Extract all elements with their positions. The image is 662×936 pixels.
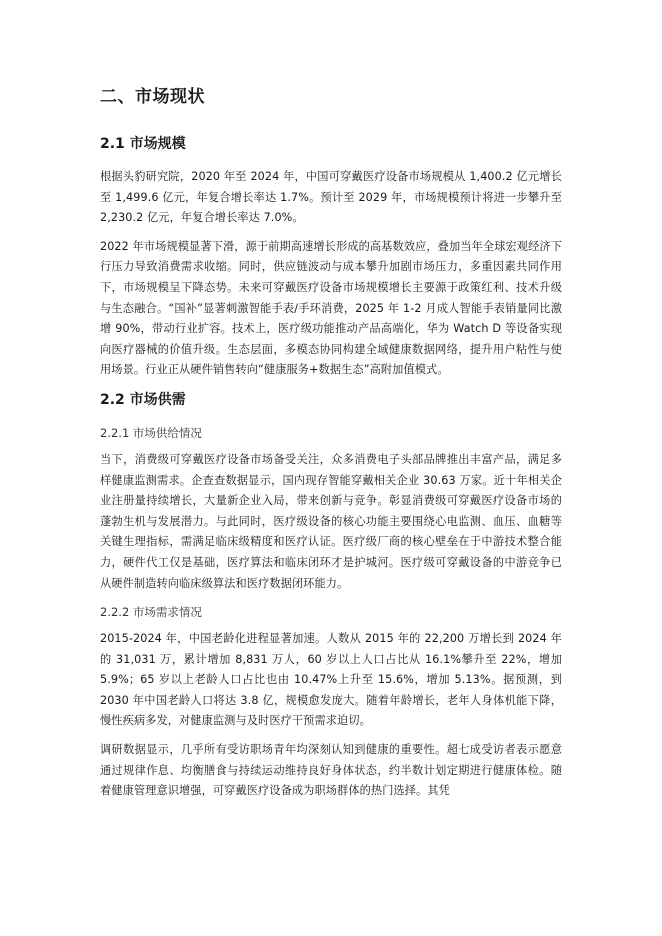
subsection-heading-supply: 2.2.1 市场供给情况 xyxy=(100,425,202,440)
document-body xyxy=(100,84,562,810)
section-heading-supply-demand: 2.2 市场供需 xyxy=(100,391,186,408)
section-heading-market-size: 2.1 市场规模 xyxy=(100,136,186,152)
paragraph: 调研数据显示，几乎所有受访职场青年均深刻认知到健康的重要性。超七成受访者表示愿意通过规律作息、均衡膳食与持续运动维持良好身体状态，约半数计划定期进行健康体检。随着健康管理意识增强，可穿戴医疗设备成为职场群体的热门选择。其凭 xyxy=(100,743,562,798)
paragraph: 当下，消费级可穿戴医疗设备市场备受关注，众多消费电子头部品牌推出丰富产品，满足多样健康监测需求。企查查数据显示，国内现存智能穿戴相关企业 30.63 万家。近十年相关企业注册量持续增长，大量新企业入局，带来创新与竞争。彰显消费级可穿戴医疗设备市场的蓬勃生机与发展潜力。与此同时，医疗级设备的核心功能主要围绕心电监测、血压、血糖等关键生理指标，需满足临床级精度和医疗认证。医疗级厂商的核心壁垒在于中游技术整合能力，硬件代工仅是基础，医疗算法和临床闭环才是护城河。医疗级可穿戴设备的中游竞争已从硬件制造转向临床级算法和医疗数据闭环能力。 xyxy=(100,452,562,590)
paragraph: 根据头豹研究院，2020 年至 2024 年，中国可穿戴医疗设备市场规模从 1,400.2 亿元增长至 1,499.6 亿元，年复合增长率达 1.7%。预计至 2029 年，市场规模预计将进一步攀升至 2,230.2 亿元，年复合增长率达 7.0%。 xyxy=(100,170,562,225)
paragraph: 2022 年市场规模显著下滑，源于前期高速增长形成的高基数效应，叠加当年全球宏观经济下行压力导致消费需求收缩。同时，供应链波动与成本攀升加剧市场压力，多重因素共同作用下，市场规模呈下降态势。未来可穿戴医疗设备市场规模增长主要源于政策红利、技术升级与生态融合。“国补”显著刺激智能手表/手环消费，2025 年 1-2 月成人智能手表销量同比激增 90%，带动行业扩容。技术上，医疗级功能推动产品高端化，华为 Watch D 等设备实现向医疗器械的价值升级。生态层面，多模态协同构建全域健康数据网络，提升用户粘性与使用场景。行业正从硬件销售转向“健康服务+数据生态”高附加值模式。 xyxy=(100,239,562,377)
chapter-title: 二、市场现状 xyxy=(100,87,205,107)
paragraph: 2015-2024 年，中国老龄化进程显著加速。人数从 2015 年的 22,200 万增长到 2024 年的 31,031 万，累计增加 8,831 万人，60 岁以上人口占比从 16.1%攀升至 22%，增加 5.9%；65 岁以上老龄人口占比也由 10.47%上升至 15.6%，增加 5.13%。据预测，到 2030 年中国老龄人口将达 3.8 亿，规模愈发庞大。随着年龄增长，老年人身体机能下降，慢性疾病多发，对健康监测与及时医疗干预需求迫切。 xyxy=(100,632,562,728)
subsection-heading-demand: 2.2.2 市场需求情况 xyxy=(100,605,202,620)
